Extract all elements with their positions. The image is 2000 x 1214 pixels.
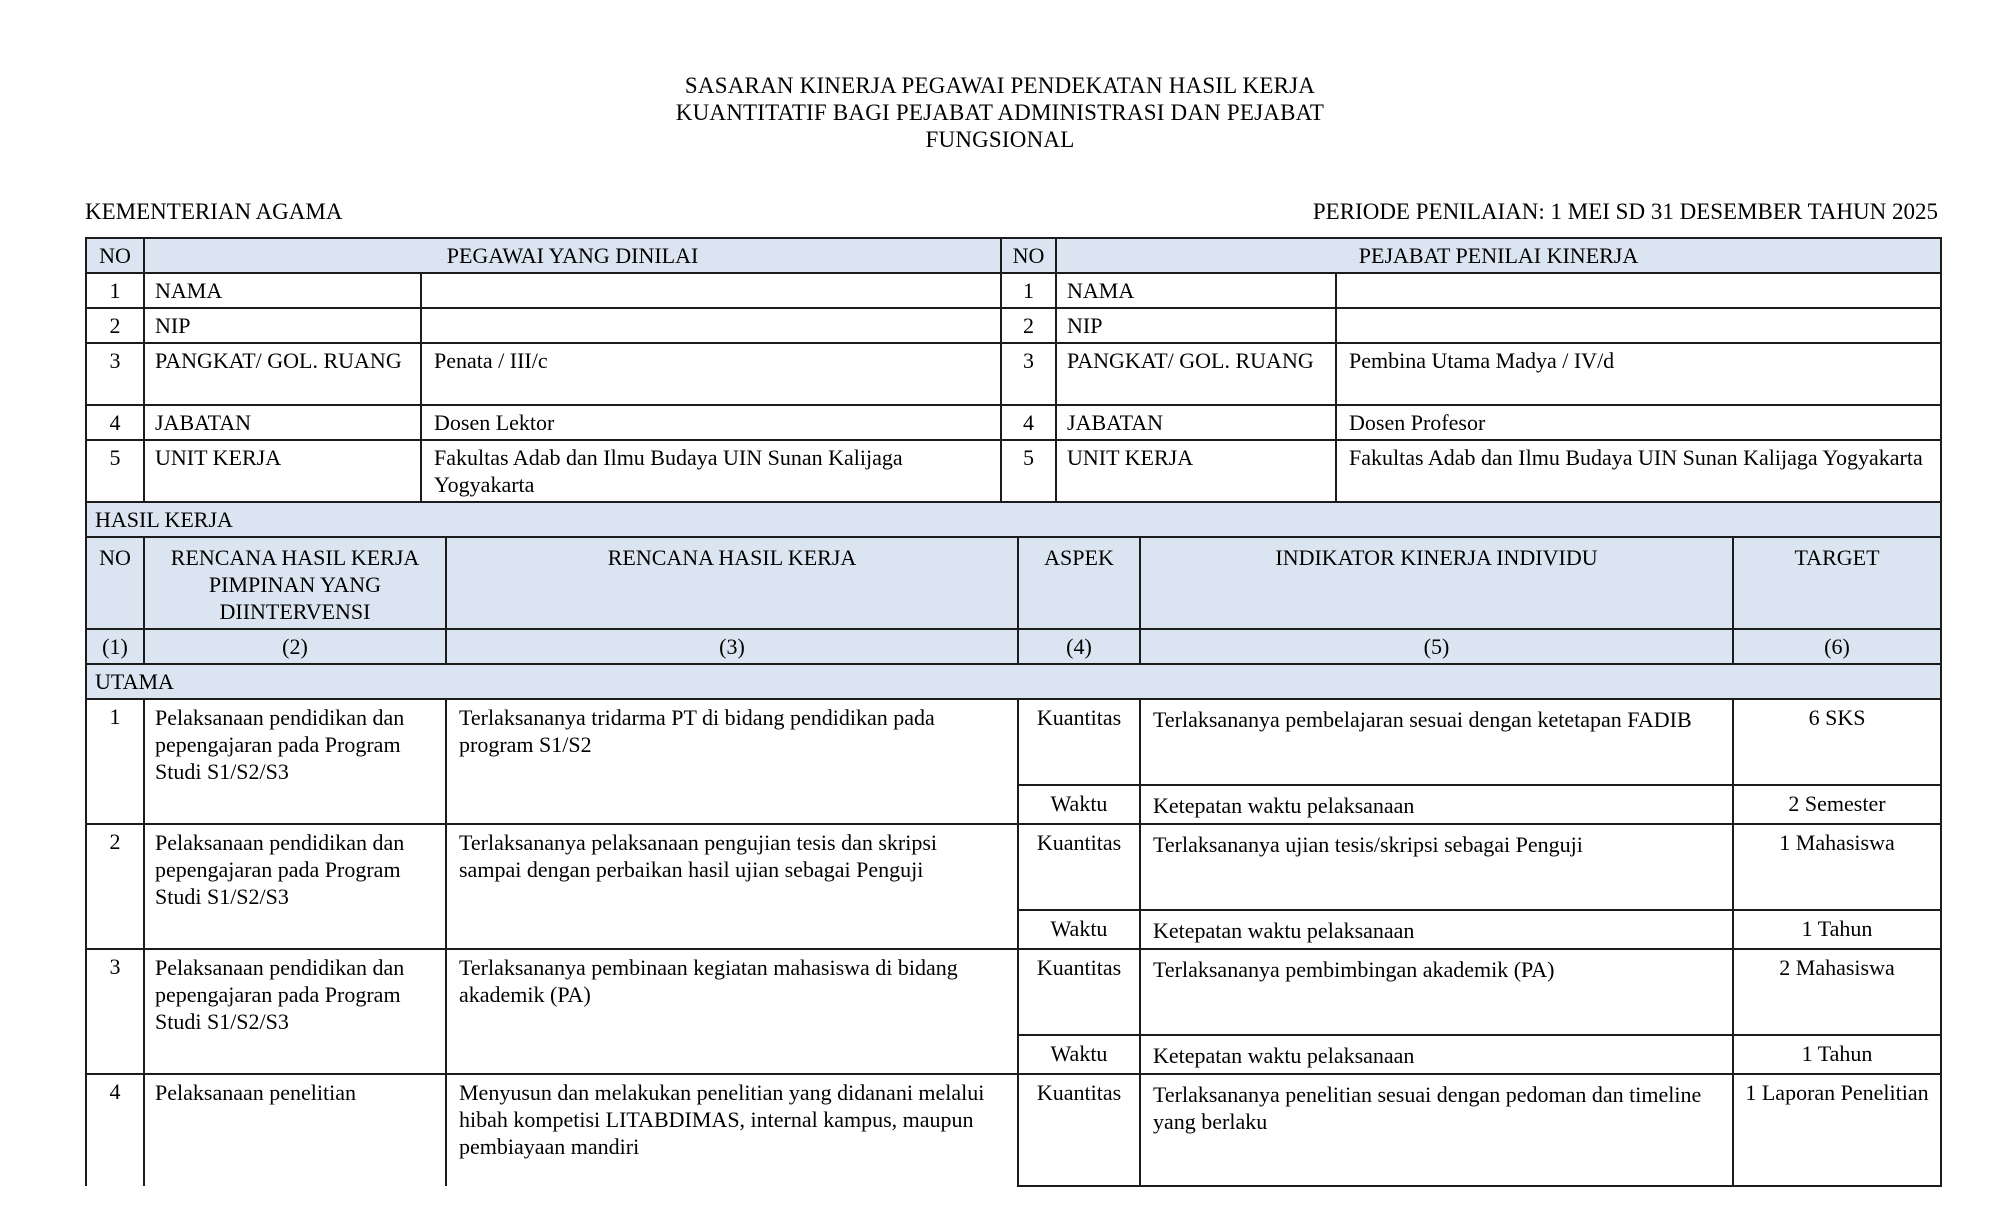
hk-row-indikator: Ketepatan waktu pelaksanaan xyxy=(1140,910,1733,949)
hk-row-no: 4 xyxy=(86,1074,144,1186)
page-title-line-3: FUNGSIONAL xyxy=(925,127,1075,152)
pegawai-row-value xyxy=(421,308,1001,343)
pegawai-row-no: 4 xyxy=(86,405,144,440)
hk-colnum-1: (1) xyxy=(86,629,144,664)
pejabat-row-no: 3 xyxy=(1001,343,1056,405)
hk-row-indikator: Terlaksananya ujian tesis/skripsi sebagai Penguji xyxy=(1140,824,1733,910)
hasil-kerja-section-title: HASIL KERJA xyxy=(86,502,1941,537)
hk-header-no: NO xyxy=(86,537,144,629)
pejabat-row-value: Pembina Utama Madya / IV/d xyxy=(1336,343,1941,405)
hk-row-no: 2 xyxy=(86,824,144,949)
pegawai-row-value: Fakultas Adab dan Ilmu Budaya UIN Sunan Kalijaga Yogyakarta xyxy=(421,440,1001,502)
hk-colnum-5: (5) xyxy=(1140,629,1733,664)
hk-row-aspek: Kuantitas xyxy=(1018,949,1140,1035)
pejabat-row-no: 2 xyxy=(1001,308,1056,343)
pejabat-row-no: 5 xyxy=(1001,440,1056,502)
hk-row-target: 6 SKS xyxy=(1733,699,1941,785)
pegawai-row-label: UNIT KERJA xyxy=(144,440,421,502)
pejabat-no-header: NO xyxy=(1001,238,1056,273)
hk-group-title: UTAMA xyxy=(86,664,1941,699)
hk-row-no: 3 xyxy=(86,949,144,1074)
hk-row-pimpinan: Pelaksanaan penelitian xyxy=(144,1074,446,1186)
hk-header-aspek: ASPEK xyxy=(1018,537,1140,629)
hk-row-rencana: Menyusun dan melakukan penelitian yang didanani melalui hibah kompetisi LITABDIMAS, internal kampus, maupun pembiayaan mandiri xyxy=(446,1074,1018,1186)
pejabat-row-label: UNIT KERJA xyxy=(1056,440,1336,502)
hk-row-target: 1 Laporan Penelitian xyxy=(1733,1074,1941,1186)
pejabat-row-label: NAMA xyxy=(1056,273,1336,308)
hk-colnum-6: (6) xyxy=(1733,629,1941,664)
hk-row-indikator: Ketepatan waktu pelaksanaan xyxy=(1140,1035,1733,1074)
period-label: PERIODE PENILAIAN: 1 MEI SD 31 DESEMBER TAHUN 2025 xyxy=(1312,199,1938,224)
hk-row-pimpinan: Pelaksanaan pendidikan dan pepengajaran pada Program Studi S1/S2/S3 xyxy=(144,949,446,1074)
pegawai-row-label: PANGKAT/ GOL. RUANG xyxy=(144,343,421,405)
hk-row-aspek: Kuantitas xyxy=(1018,824,1140,910)
hk-row-indikator: Ketepatan waktu pelaksanaan xyxy=(1140,785,1733,824)
pegawai-table-title: PEGAWAI YANG DINILAI xyxy=(144,238,1001,273)
hasil-kerja-table xyxy=(85,501,1942,1187)
pegawai-row-value: Dosen Lektor xyxy=(421,405,1001,440)
hk-header-indikator: INDIKATOR KINERJA INDIVIDU xyxy=(1140,537,1733,629)
pegawai-row-label: NIP xyxy=(144,308,421,343)
hk-colnum-3: (3) xyxy=(446,629,1018,664)
hk-colnum-2: (2) xyxy=(144,629,446,664)
pejabat-row-no: 1 xyxy=(1001,273,1056,308)
hk-row-no: 1 xyxy=(86,699,144,824)
hk-row-aspek: Kuantitas xyxy=(1018,699,1140,785)
pejabat-row-label: NIP xyxy=(1056,308,1336,343)
hk-row-indikator: Terlaksananya pembimbingan akademik (PA) xyxy=(1140,949,1733,1035)
hk-row-target: 1 Tahun xyxy=(1733,1035,1941,1074)
hk-row-indikator: Terlaksananya penelitian sesuai dengan pedoman dan timeline yang berlaku xyxy=(1140,1074,1733,1186)
page-title-line-1: SASARAN KINERJA PEGAWAI PENDEKATAN HASIL KERJA xyxy=(684,73,1316,98)
hk-row-target: 1 Mahasiswa xyxy=(1733,824,1941,910)
hk-row-aspek: Waktu xyxy=(1018,785,1140,824)
pegawai-row-label: NAMA xyxy=(144,273,421,308)
hk-row-rencana: Terlaksananya pembinaan kegiatan mahasiswa di bidang akademik (PA) xyxy=(446,949,1018,1074)
meta-row xyxy=(85,199,1938,225)
hk-colnum-4: (4) xyxy=(1018,629,1140,664)
hk-header-pimpinan: RENCANA HASIL KERJA PIMPINAN YANG DIINTERVENSI xyxy=(144,537,446,629)
page-title xyxy=(0,72,2000,153)
hk-row-rencana: Terlaksananya tridarma PT di bidang pendidikan pada program S1/S2 xyxy=(446,699,1018,824)
pegawai-row-no: 3 xyxy=(86,343,144,405)
hk-row-target: 2 Semester xyxy=(1733,785,1941,824)
pegawai-row-value: Penata / III/c xyxy=(421,343,1001,405)
hk-row-target: 1 Tahun xyxy=(1733,910,1941,949)
pegawai-row-no: 2 xyxy=(86,308,144,343)
pegawai-row-no: 5 xyxy=(86,440,144,502)
pegawai-no-header: NO xyxy=(86,238,144,273)
hk-row-aspek: Kuantitas xyxy=(1018,1074,1140,1186)
hk-header-target: TARGET xyxy=(1733,537,1941,629)
hk-row-pimpinan: Pelaksanaan pendidikan dan pepengajaran pada Program Studi S1/S2/S3 xyxy=(144,824,446,949)
hk-row-pimpinan: Pelaksanaan pendidikan dan pepengajaran pada Program Studi S1/S2/S3 xyxy=(144,699,446,824)
pegawai-row-no: 1 xyxy=(86,273,144,308)
pegawai-row-value xyxy=(421,273,1001,308)
pejabat-row-label: JABATAN xyxy=(1056,405,1336,440)
hk-header-rencana: RENCANA HASIL KERJA xyxy=(446,537,1018,629)
hk-row-aspek: Waktu xyxy=(1018,1035,1140,1074)
pejabat-row-no: 4 xyxy=(1001,405,1056,440)
pegawai-row-label: JABATAN xyxy=(144,405,421,440)
page-title-line-2: KUANTITATIF BAGI PEJABAT ADMINISTRASI DAN PEJABAT xyxy=(675,100,1325,125)
identity-table xyxy=(85,237,1942,503)
hk-row-indikator: Terlaksananya pembelajaran sesuai dengan ketetapan FADIB xyxy=(1140,699,1733,785)
pejabat-row-value: Dosen Profesor xyxy=(1336,405,1941,440)
hk-row-target: 2 Mahasiswa xyxy=(1733,949,1941,1035)
pejabat-table-title: PEJABAT PENILAI KINERJA xyxy=(1056,238,1941,273)
hk-row-aspek: Waktu xyxy=(1018,910,1140,949)
pejabat-row-label: PANGKAT/ GOL. RUANG xyxy=(1056,343,1336,405)
pejabat-row-value xyxy=(1336,273,1941,308)
pejabat-row-value: Fakultas Adab dan Ilmu Budaya UIN Sunan Kalijaga Yogyakarta xyxy=(1336,440,1941,502)
ministry-label: KEMENTERIAN AGAMA xyxy=(85,199,343,224)
pejabat-row-value xyxy=(1336,308,1941,343)
hk-row-rencana: Terlaksananya pelaksanaan pengujian tesis dan skripsi sampai dengan perbaikan hasil ujian sebagai Penguji xyxy=(446,824,1018,949)
